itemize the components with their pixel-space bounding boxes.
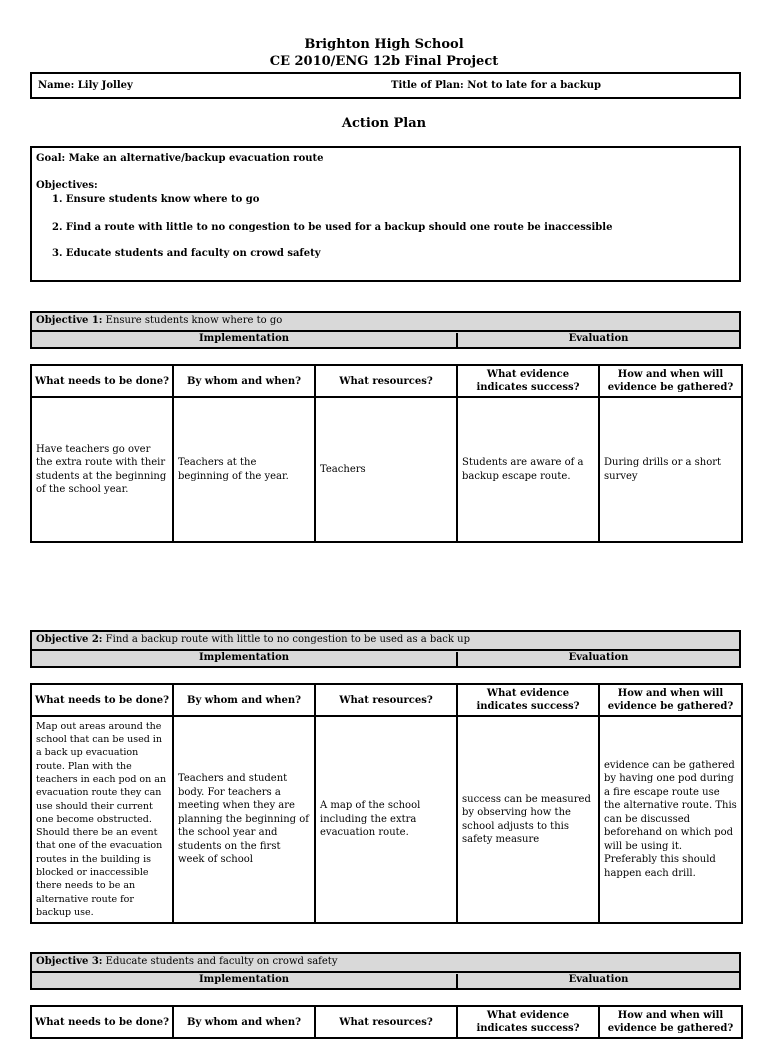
divider bbox=[30, 330, 741, 332]
evaluation-label: Evaluation bbox=[456, 333, 739, 347]
implementation-label: Implementation bbox=[198, 333, 290, 344]
table-cell: During drills or a short survey bbox=[599, 397, 742, 542]
objective-1-table bbox=[30, 364, 743, 543]
plan-title: Title of Plan: Not to late for a backup bbox=[391, 80, 602, 91]
objective-2-label: Objective 2: bbox=[36, 634, 103, 645]
table-cell: A map of the school including the extra evacuation route. bbox=[315, 716, 457, 923]
column-header: By whom and when? bbox=[173, 684, 315, 716]
goal-objective-2: 2. Find a route with little to no congestion to be used for a backup should one route be inaccessible bbox=[52, 222, 613, 233]
objective-3-table bbox=[30, 1005, 743, 1039]
column-header: By whom and when? bbox=[173, 365, 315, 397]
evaluation-label: Evaluation bbox=[456, 652, 739, 666]
objective-3-text: Educate students and faculty on crowd safety bbox=[102, 956, 338, 967]
table-header-row bbox=[31, 365, 742, 397]
column-header: What needs to be done? bbox=[31, 684, 173, 716]
column-header: By whom and when? bbox=[173, 1006, 315, 1038]
objective-2-header bbox=[30, 630, 741, 668]
column-header: What resources? bbox=[315, 365, 457, 397]
column-header: How and when will evidence be gathered? bbox=[599, 365, 742, 397]
table-cell: Students are aware of a backup escape route. bbox=[457, 397, 599, 542]
table-cell: Map out areas around the school that can be used in a back up evacuation route. Plan with the teachers in each pod on an evacuation route they can use should their current one become obstructed. Should there be an event that one of the evacuation routes in the building is blocked or inaccessible there needs to be an alternative route for backup use. bbox=[31, 716, 173, 923]
objective-3-header bbox=[30, 952, 741, 990]
table-row bbox=[31, 397, 742, 542]
objective-1-label: Objective 1: bbox=[36, 315, 103, 326]
student-name: Name: Lily Jolley bbox=[38, 80, 133, 91]
table-row bbox=[31, 716, 742, 923]
table-cell: Teachers bbox=[315, 397, 457, 542]
table-header-row bbox=[31, 684, 742, 716]
goal-box bbox=[30, 146, 741, 282]
column-header: What resources? bbox=[315, 684, 457, 716]
table-cell: success can be measured by observing how the school adjusts to this safety measure bbox=[457, 716, 599, 923]
objective-2-text: Find a backup route with little to no congestion to be used as a back up bbox=[102, 634, 470, 645]
column-header: How and when will evidence be gathered? bbox=[599, 1006, 742, 1038]
table-cell: Have teachers go over the extra route with their students at the beginning of the school year. bbox=[31, 397, 173, 542]
column-header: What needs to be done? bbox=[31, 365, 173, 397]
goal-objective-3: 3. Educate students and faculty on crowd safety bbox=[52, 248, 321, 259]
evaluation-label: Evaluation bbox=[456, 974, 739, 988]
objectives-label: Objectives: bbox=[36, 180, 98, 191]
column-header: What evidence indicates success? bbox=[457, 684, 599, 716]
action-plan-heading: Action Plan bbox=[341, 116, 427, 131]
divider bbox=[30, 971, 741, 973]
objective-1-text: Ensure students know where to go bbox=[102, 315, 283, 326]
table-cell: evidence can be gathered by having one pod during a fire escape route use the alternative route. This can be discussed beforehand on which pod will be using it. Preferably this should happen each drill. bbox=[599, 716, 742, 923]
implementation-label: Implementation bbox=[198, 974, 290, 985]
school-name: Brighton High School bbox=[304, 37, 464, 52]
name-title-box bbox=[30, 72, 741, 99]
goal-text: Goal: Make an alternative/backup evacuation route bbox=[36, 153, 324, 164]
column-header: What needs to be done? bbox=[31, 1006, 173, 1038]
objective-1-header bbox=[30, 311, 741, 349]
goal-objective-1: 1. Ensure students know where to go bbox=[52, 194, 260, 205]
implementation-label: Implementation bbox=[198, 652, 290, 663]
column-header: What evidence indicates success? bbox=[457, 1006, 599, 1038]
project-title: CE 2010/ENG 12b Final Project bbox=[269, 54, 499, 69]
divider bbox=[30, 649, 741, 651]
column-header: What resources? bbox=[315, 1006, 457, 1038]
column-header: How and when will evidence be gathered? bbox=[599, 684, 742, 716]
objective-3-label: Objective 3: bbox=[36, 956, 103, 967]
table-cell: Teachers at the beginning of the year. bbox=[173, 397, 315, 542]
objective-2-table bbox=[30, 683, 743, 924]
table-cell: Teachers and student body. For teachers a meeting when they are planning the beginning of the school year and students on the first week of school bbox=[173, 716, 315, 923]
column-header: What evidence indicates success? bbox=[457, 365, 599, 397]
table-header-row bbox=[31, 1006, 742, 1038]
